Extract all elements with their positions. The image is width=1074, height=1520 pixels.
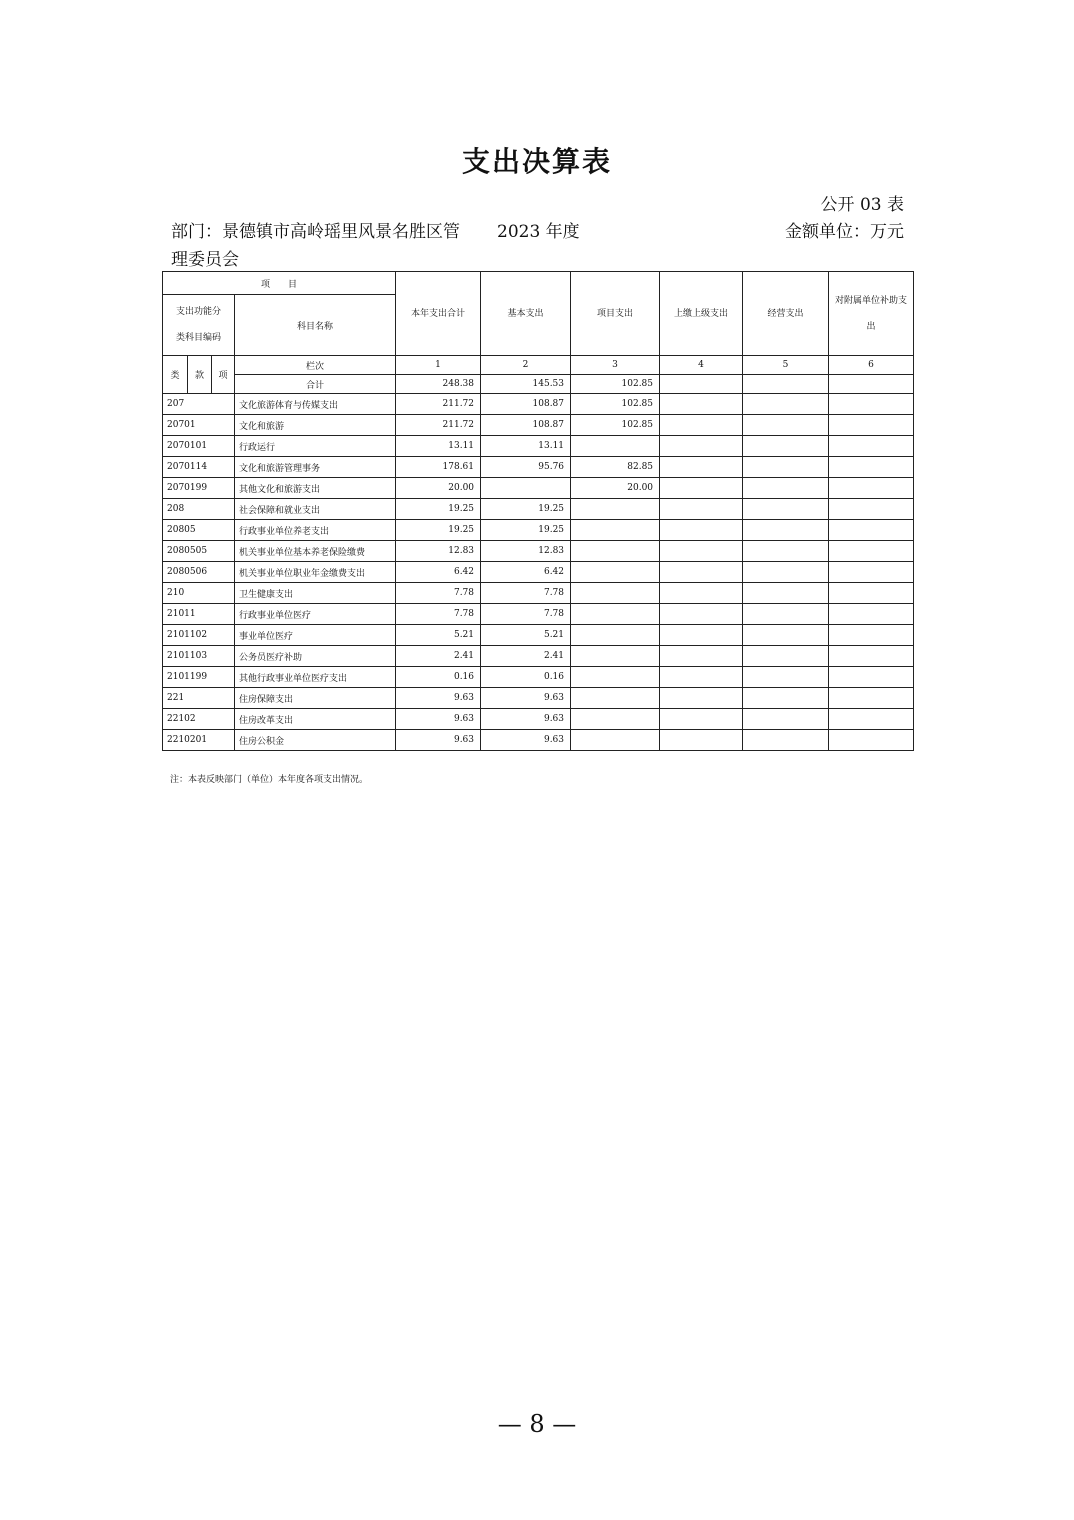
- row-value-col-3: [571, 730, 660, 751]
- row-value-col-1: 19.25: [396, 520, 481, 541]
- row-value-col-1: 211.72: [396, 394, 481, 415]
- col-number-5: 5: [743, 356, 829, 375]
- row-value-col-4: [660, 646, 743, 667]
- total-label: 合计: [235, 375, 396, 394]
- row-value-col-3: 102.85: [571, 394, 660, 415]
- row-value-col-4: [660, 436, 743, 457]
- row-subject-name: 文化和旅游: [235, 415, 396, 436]
- xiang-header: 项: [212, 356, 235, 394]
- row-value-col-6: [829, 562, 914, 583]
- total-col-3: 102.85: [571, 375, 660, 394]
- row-value-col-6: [829, 478, 914, 499]
- col-number-1: 1: [396, 356, 481, 375]
- table-row: [163, 415, 914, 436]
- lei-header: 类: [163, 356, 188, 394]
- table-row: [163, 457, 914, 478]
- col-number-6: 6: [829, 356, 914, 375]
- page-number: — 8 —: [497, 1410, 577, 1438]
- row-value-col-2: 12.83: [481, 541, 571, 562]
- row-value-col-6: [829, 667, 914, 688]
- row-code: 2070199: [163, 478, 235, 499]
- table-row: [163, 394, 914, 415]
- row-value-col-4: [660, 562, 743, 583]
- row-value-col-3: [571, 709, 660, 730]
- row-value-col-4: [660, 457, 743, 478]
- row-value-col-6: [829, 625, 914, 646]
- row-value-col-3: [571, 562, 660, 583]
- row-code: 2101103: [163, 646, 235, 667]
- row-value-col-2: 13.11: [481, 436, 571, 457]
- expenditure-table: [162, 271, 914, 751]
- row-value-col-4: [660, 415, 743, 436]
- row-value-col-5: [743, 520, 829, 541]
- row-code: 22102: [163, 709, 235, 730]
- row-code: 2070101: [163, 436, 235, 457]
- row-value-col-5: [743, 478, 829, 499]
- table-row: [163, 688, 914, 709]
- row-value-col-2: 9.63: [481, 688, 571, 709]
- row-value-col-2: 19.25: [481, 499, 571, 520]
- row-value-col-4: [660, 394, 743, 415]
- col-header-1: 本年支出合计: [396, 272, 481, 356]
- row-code: 2210201: [163, 730, 235, 751]
- row-value-col-4: [660, 604, 743, 625]
- row-value-col-5: [743, 625, 829, 646]
- row-value-col-2: 5.21: [481, 625, 571, 646]
- row-value-col-1: 6.42: [396, 562, 481, 583]
- row-subject-name: 社会保障和就业支出: [235, 499, 396, 520]
- total-col-1: 248.38: [396, 375, 481, 394]
- total-col-4: [660, 375, 743, 394]
- row-value-col-1: 12.83: [396, 541, 481, 562]
- row-subject-name: 公务员医疗补助: [235, 646, 396, 667]
- row-code: 210: [163, 583, 235, 604]
- col-header-3: 项目支出: [571, 272, 660, 356]
- subject-name-header: 科目名称: [235, 295, 396, 356]
- amount-unit: 金额单位：万元: [785, 222, 904, 242]
- row-value-col-2: 108.87: [481, 415, 571, 436]
- row-value-col-3: [571, 604, 660, 625]
- fiscal-year: 2023 年度: [497, 222, 580, 242]
- table-row: [163, 667, 914, 688]
- row-value-col-5: [743, 541, 829, 562]
- row-value-col-3: [571, 688, 660, 709]
- row-value-col-3: [571, 520, 660, 541]
- row-value-col-3: [571, 499, 660, 520]
- row-value-col-5: [743, 667, 829, 688]
- row-subject-name: 文化旅游体育与传媒支出: [235, 394, 396, 415]
- row-value-col-2: 19.25: [481, 520, 571, 541]
- row-subject-name: 卫生健康支出: [235, 583, 396, 604]
- row-value-col-5: [743, 394, 829, 415]
- row-value-col-6: [829, 499, 914, 520]
- row-value-col-1: 19.25: [396, 499, 481, 520]
- row-value-col-1: 178.61: [396, 457, 481, 478]
- row-value-col-2: 7.78: [481, 604, 571, 625]
- row-value-col-3: [571, 436, 660, 457]
- table-row: [163, 562, 914, 583]
- row-value-col-5: [743, 688, 829, 709]
- col-number-2: 2: [481, 356, 571, 375]
- row-value-col-3: [571, 625, 660, 646]
- row-code: 221: [163, 688, 235, 709]
- row-value-col-6: [829, 583, 914, 604]
- row-code: 2101199: [163, 667, 235, 688]
- col-number-3: 3: [571, 356, 660, 375]
- table-row: [163, 583, 914, 604]
- row-value-col-4: [660, 478, 743, 499]
- row-value-col-3: 102.85: [571, 415, 660, 436]
- form-number: 公开 03 表: [820, 195, 904, 215]
- row-value-col-1: 211.72: [396, 415, 481, 436]
- row-value-col-1: 9.63: [396, 730, 481, 751]
- func-code-header: 支出功能分类科目编码: [163, 295, 235, 356]
- row-code: 20701: [163, 415, 235, 436]
- row-value-col-6: [829, 415, 914, 436]
- row-code: 20805: [163, 520, 235, 541]
- row-code: 2080506: [163, 562, 235, 583]
- row-value-col-2: 6.42: [481, 562, 571, 583]
- row-value-col-2: 95.76: [481, 457, 571, 478]
- row-value-col-3: [571, 667, 660, 688]
- row-subject-name: 住房改革支出: [235, 709, 396, 730]
- table-row: [163, 520, 914, 541]
- row-subject-name: 行政事业单位医疗: [235, 604, 396, 625]
- row-value-col-6: [829, 520, 914, 541]
- row-value-col-6: [829, 604, 914, 625]
- row-value-col-5: [743, 583, 829, 604]
- row-code: 208: [163, 499, 235, 520]
- row-value-col-3: [571, 646, 660, 667]
- department-label: 部门：景德镇市高岭瑶里风景名胜区管理委员会: [171, 222, 460, 270]
- table-row: [163, 499, 914, 520]
- column-number-label: 栏次: [235, 356, 396, 375]
- row-value-col-4: [660, 667, 743, 688]
- row-subject-name: 文化和旅游管理事务: [235, 457, 396, 478]
- col-header-6: 对附属单位补助支出: [829, 272, 914, 356]
- row-value-col-2: 108.87: [481, 394, 571, 415]
- row-code: 2080505: [163, 541, 235, 562]
- row-value-col-2: 7.78: [481, 583, 571, 604]
- row-value-col-5: [743, 457, 829, 478]
- row-value-col-3: [571, 541, 660, 562]
- table-row: [163, 709, 914, 730]
- row-value-col-4: [660, 499, 743, 520]
- row-value-col-1: 7.78: [396, 583, 481, 604]
- col-header-5: 经营支出: [743, 272, 829, 356]
- row-value-col-1: 9.63: [396, 688, 481, 709]
- row-value-col-6: [829, 436, 914, 457]
- row-value-col-6: [829, 709, 914, 730]
- row-value-col-3: [571, 583, 660, 604]
- table-row: [163, 478, 914, 499]
- row-value-col-5: [743, 562, 829, 583]
- col-header-2: 基本支出: [481, 272, 571, 356]
- table-row: [163, 541, 914, 562]
- row-code: 207: [163, 394, 235, 415]
- row-value-col-1: 9.63: [396, 709, 481, 730]
- row-subject-name: 其他文化和旅游支出: [235, 478, 396, 499]
- row-value-col-1: 5.21: [396, 625, 481, 646]
- table-row: [163, 730, 914, 751]
- kuan-header: 款: [188, 356, 212, 394]
- row-value-col-4: [660, 730, 743, 751]
- row-value-col-5: [743, 709, 829, 730]
- page-title: 支出决算表: [461, 145, 612, 178]
- row-value-col-4: [660, 625, 743, 646]
- col-header-4: 上缴上级支出: [660, 272, 743, 356]
- row-value-col-1: 20.00: [396, 478, 481, 499]
- row-value-col-3: 82.85: [571, 457, 660, 478]
- row-value-col-5: [743, 646, 829, 667]
- row-value-col-6: [829, 394, 914, 415]
- row-value-col-2: 9.63: [481, 730, 571, 751]
- row-subject-name: 行政运行: [235, 436, 396, 457]
- table-row: [163, 436, 914, 457]
- row-value-col-4: [660, 709, 743, 730]
- row-value-col-1: 0.16: [396, 667, 481, 688]
- row-value-col-4: [660, 583, 743, 604]
- row-subject-name: 住房公积金: [235, 730, 396, 751]
- row-value-col-2: [481, 478, 571, 499]
- total-col-5: [743, 375, 829, 394]
- row-value-col-6: [829, 688, 914, 709]
- row-value-col-4: [660, 520, 743, 541]
- table-row: [163, 646, 914, 667]
- row-value-col-6: [829, 457, 914, 478]
- row-subject-name: 机关事业单位职业年金缴费支出: [235, 562, 396, 583]
- row-value-col-5: [743, 499, 829, 520]
- col-number-4: 4: [660, 356, 743, 375]
- row-code: 2101102: [163, 625, 235, 646]
- row-value-col-2: 0.16: [481, 667, 571, 688]
- total-col-2: 145.53: [481, 375, 571, 394]
- row-value-col-5: [743, 436, 829, 457]
- row-code: 21011: [163, 604, 235, 625]
- row-value-col-4: [660, 688, 743, 709]
- row-value-col-6: [829, 541, 914, 562]
- row-value-col-5: [743, 415, 829, 436]
- row-subject-name: 事业单位医疗: [235, 625, 396, 646]
- row-value-col-5: [743, 604, 829, 625]
- item-header: 项 目: [163, 272, 396, 295]
- row-value-col-3: 20.00: [571, 478, 660, 499]
- table-row: [163, 625, 914, 646]
- row-value-col-1: 13.11: [396, 436, 481, 457]
- row-value-col-2: 2.41: [481, 646, 571, 667]
- row-subject-name: 行政事业单位养老支出: [235, 520, 396, 541]
- row-subject-name: 机关事业单位基本养老保险缴费: [235, 541, 396, 562]
- row-value-col-5: [743, 730, 829, 751]
- row-value-col-1: 2.41: [396, 646, 481, 667]
- row-subject-name: 住房保障支出: [235, 688, 396, 709]
- row-value-col-1: 7.78: [396, 604, 481, 625]
- table-row: [163, 604, 914, 625]
- table-note: 注：本表反映部门（单位）本年度各项支出情况。: [170, 775, 369, 785]
- row-subject-name: 其他行政事业单位医疗支出: [235, 667, 396, 688]
- row-code: 2070114: [163, 457, 235, 478]
- row-value-col-2: 9.63: [481, 709, 571, 730]
- total-col-6: [829, 375, 914, 394]
- row-value-col-6: [829, 646, 914, 667]
- row-value-col-4: [660, 541, 743, 562]
- row-value-col-6: [829, 730, 914, 751]
